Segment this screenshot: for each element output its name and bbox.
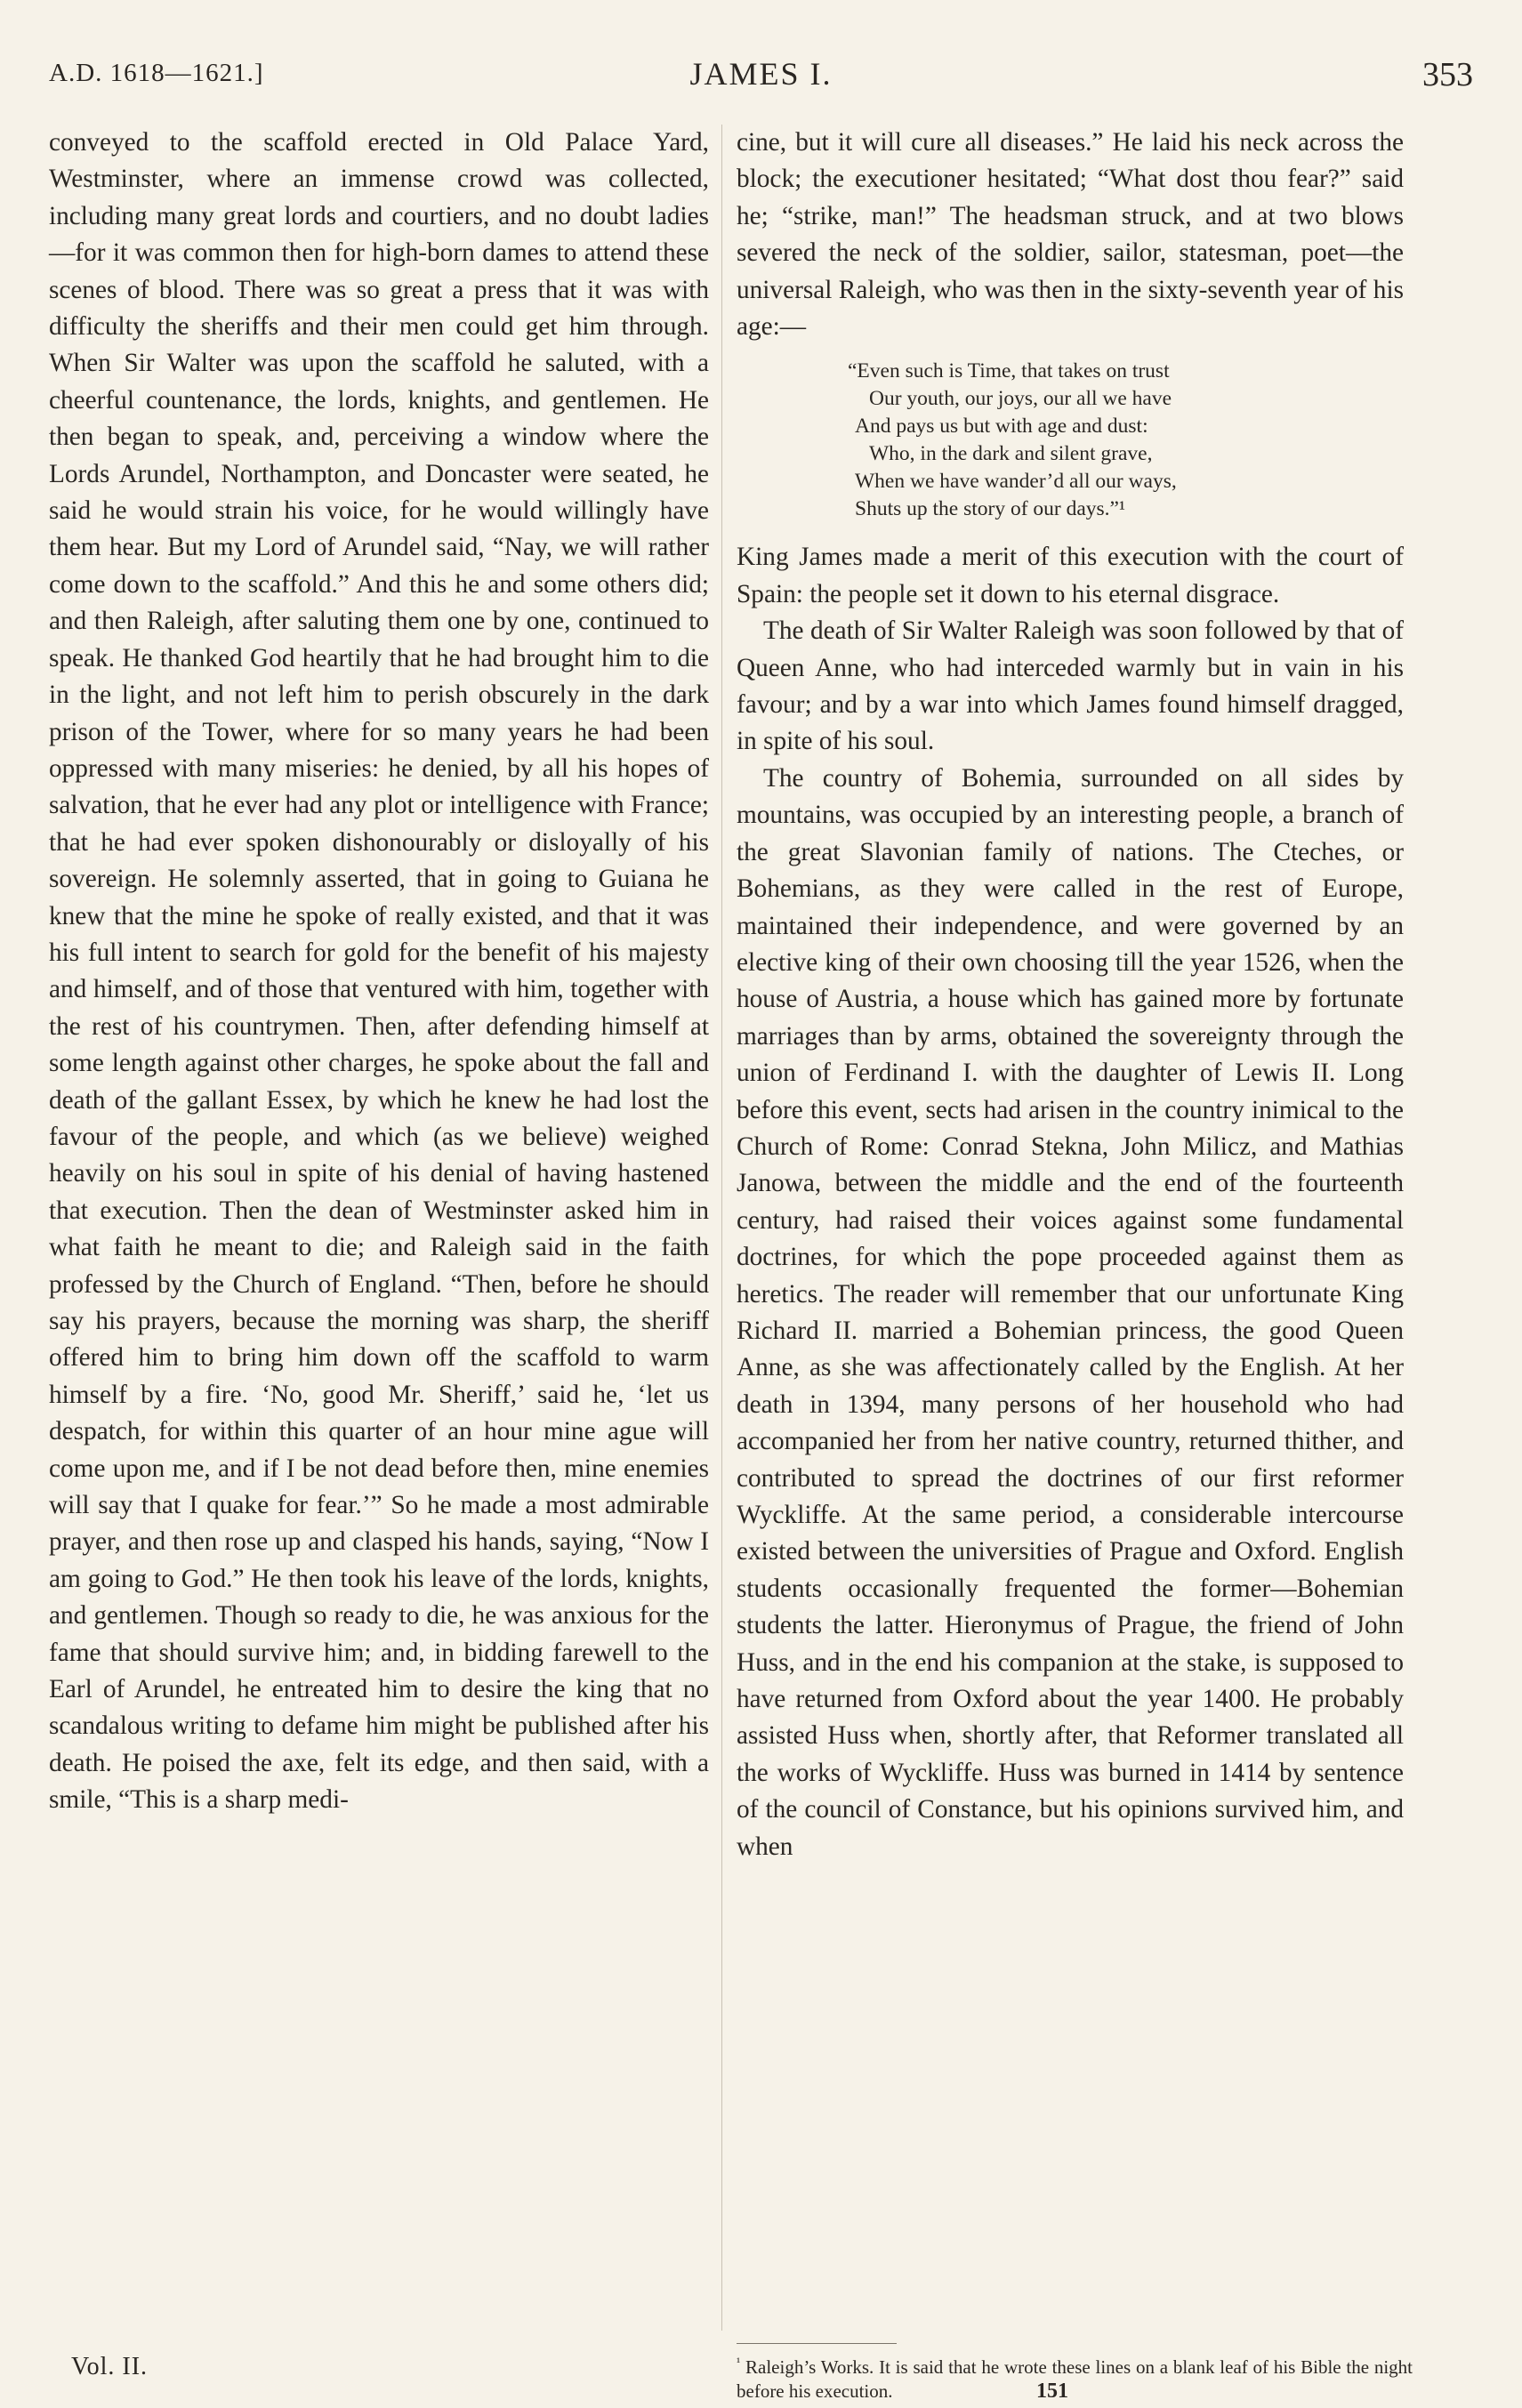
body-paragraph: cine, but it will cure all diseases.” He laid his neck across the block; the executioner hesitated; “What dost thou fear?” said he; “strike, man!” The headsman struck, and at two blows severed the neck of the soldier, sailor, statesman, poet—the universal Raleigh, who was then in the sixty-seventh year of his age:— [737, 128, 1404, 342]
poem-line: And pays us but with age and dust: [855, 415, 1148, 439]
footnote [737, 2351, 1413, 2404]
body-paragraph: The death of Sir Walter Raleigh was soon followed by that of Queen Anne, who had interceded warmly but in vain in his favour; and by a war into which James found himself dragged, in spite of his soul. [737, 616, 1404, 756]
poem-line: Who, in the dark and silent grave, [869, 442, 1153, 466]
poem-line: “Even such is Time, that takes on trust [848, 359, 1170, 383]
body-paragraph: King James made a merit of this execution with the court of Spain: the people set it down to his eternal disgrace. [737, 543, 1404, 608]
page-number: 353 [1422, 56, 1473, 93]
volume-signature: Vol. II. [71, 2353, 149, 2380]
running-header [49, 55, 1473, 100]
footnote-text: Raleigh’s Works. It is said that he wrote these lines on a blank leaf of his Bible the night before his execution. [737, 2356, 1413, 2402]
body-paragraph: The country of Bohemia, surrounded on all sides by mountains, was occupied by an interesting people, a branch of the great Slavonian family of nations. The Cteches, or Bohemians, as they were called in the rest of Europe, maintained their independence, and were governed by an elective king of their own choosing till the year 1526, when the house of Austria, a house which has gained more by fortunate marriages than by arms, obtained the sovereignty through the union of Ferdinand I. with the daughter of Lewis II. Long before this event, sects had arisen in the country inimical to the Church of Rome: Conrad Stekna, John Milicz, and Mathias Janowa, between the middle and the end of the fourteenth century, had raised their voices against some fundamental doctrines, for which the pope proceeded against them as heretics. The reader will remember that our unfortunate King Richard II. married a Bohemian princess, the good Queen Anne, as she was affectionately called by the English. At her death in 1394, many persons of her household who had accompanied her from her native country, returned thither, and contributed to spread the doctrines of our first reformer Wyckliffe. At the same period, a considerable intercourse existed between the universities of Prague and Oxford. English students occasionally frequented the former—Bohemian students the latter. Hieronymus of Prague, the friend of John Huss, and in the end his companion at the stake, is supposed to have returned from Oxford about the year 1400. He probably assisted Huss when, shortly after, that Reformer translated all the works of Wyckliffe. Huss was burned in 1414 by sentence of the council of Constance, but his opinions survived him, and when [737, 763, 1404, 1861]
header-title: JAMES I. [689, 56, 833, 92]
poem-line: Shuts up the story of our days.”¹ [855, 497, 1126, 521]
header-date-range: A.D. 1618—1621.] [49, 59, 264, 87]
poem-quote [737, 358, 1404, 523]
poem-line: Our youth, our joys, our all we have [869, 387, 1172, 411]
signature-number: 151 [1036, 2380, 1068, 2403]
column-divider [721, 125, 722, 2331]
body-paragraph: conveyed to the scaffold erected in Old Palace Yard, Westminster, where an immense crowd was collected, including many great lords and courtiers, and no doubt ladies—for it was common then for high-born dames to attend these scenes of blood. There was so great a press that it was with difficulty the sheriffs and their men could get him through. When Sir Walter was upon the scaffold he saluted, with a cheerful countenance, the lords, knights, and gentlemen. He then began to speak, and, perceiving a window where the Lords Arundel, Northampton, and Doncaster were seated, he said he would strain his voice, for he would willingly have them hear. But my Lord of Arundel said, “Nay, we will rather come down to the scaffold.” And this he and some others did; and then Raleigh, after saluting them one by one, continued to speak. He thanked God heartily that he had brought him to die in the light, and not left him to perish obscurely in the dark prison of the Tower, where for so many years he had been oppressed with many miseries: he denied, by all his hopes of salvation, that he ever had any plot or intelligence with France; that he had ever spoken dishonourably or disloyally of his sovereign. He solemnly asserted, that in going to Guiana he knew that the mine he spoke of really existed, and that it was his full intent to search for gold for the benefit of his majesty and himself, and of those that ventured with him, together with the rest of his countrymen. Then, after defending himself at some length against other charges, he spoke about the fall and death of the gallant Essex, by which he knew he had lost the favour of the people, and which (as we believe) weighed heavily on his soul in spite of his denial of having hastened that execution. Then the dean of Westminster asked him in what faith he meant to die; and Raleigh said in the faith professed by the Church of England. “Then, before he should say his prayers, because the morning was sharp, the sheriff offered him to bring him down off the scaffold to warm himself by a fire. ‘No, good Mr. Sheriff,’ said he, ‘let us despatch, for within this quarter of an hour mine ague will come upon me, and if I be not dead before then, mine enemies will say that I quake for fear.’” So he made a most admirable prayer, and then rose up and clasped his hands, saying, “Now I am going to God.” He then took his leave of the lords, knights, and gentlemen. Though so ready to die, he was anxious for the fame that should survive him; and, in bidding farewell to the Earl of Arundel, he entreated him to desire the king that no scandalous writing to defame him might be published after his death. He poised the axe, felt its edge, and then said, with a smile, “This is a sharp medi- [49, 128, 709, 1815]
right-column [737, 125, 1404, 1865]
poem-line: When we have wander’d all our ways, [855, 470, 1177, 494]
footnote-marker: ¹ [737, 2356, 741, 2370]
left-column [49, 125, 709, 1819]
footnote-rule [737, 2343, 897, 2344]
